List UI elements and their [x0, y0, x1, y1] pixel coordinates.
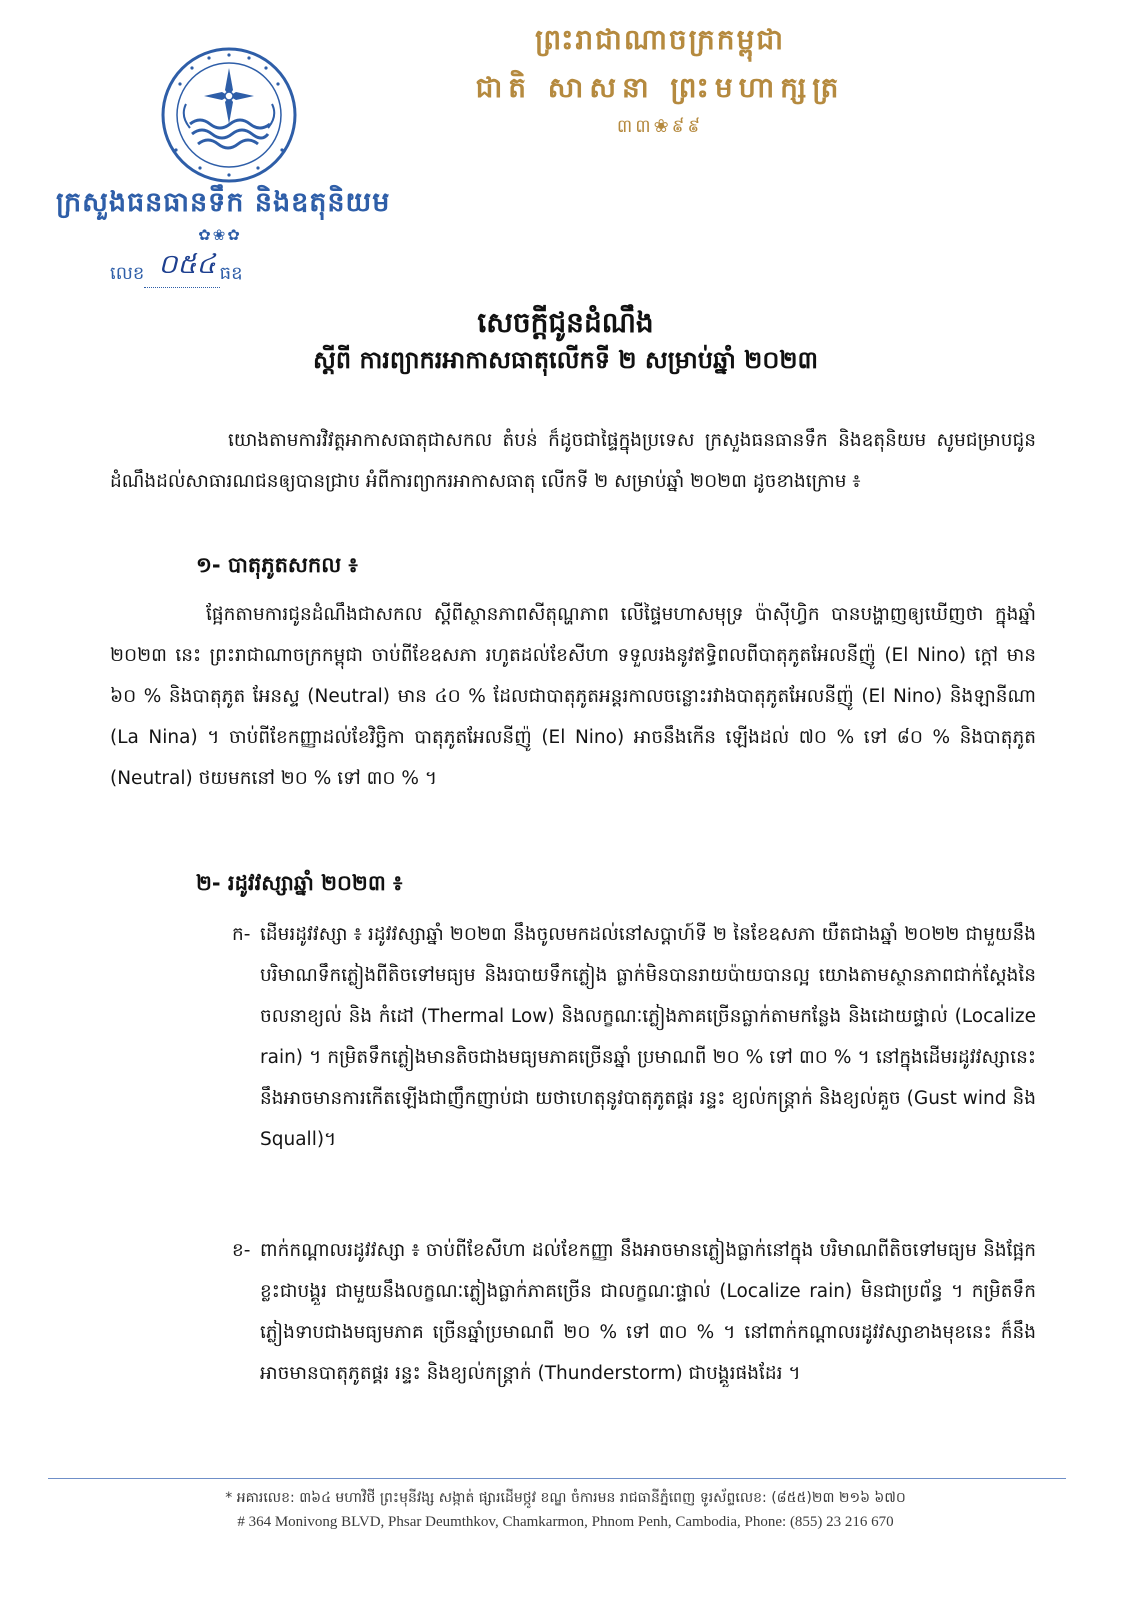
item-marker: ក- [232, 924, 251, 945]
section-2-heading: ២- រដូវវស្សាឆ្នាំ ២០២៣ ៖ [196, 871, 403, 895]
document-subtitle: ស្ដីពី ការព្យាករអាកាសធាតុលើកទី ២ សម្រាប់ឆ្នាំ ២០២៣ [313, 346, 818, 374]
ministry-seal-logo [160, 46, 298, 184]
kingdom-title: ព្រះរាជាណាចក្រកម្ពុជា [534, 23, 785, 56]
ministry-ornament: ✿❀✿ [198, 226, 242, 244]
document-number-suffix: ធឧ [219, 263, 243, 284]
document-number-handwritten: ០៥៤ [144, 248, 219, 288]
footer-address-khmer: * អគារលេខ: ៣៦៤ មហាវិថី ព្រះមុនីវង្ស សង្កាត់ ផ្សារដើមថ្កូវ ខណ្ឌ ចំការមន រាជធានីភ្នំពេញ ទូរស័ព្ទលេខ: (៨៥៥)២៣ ២១៦ ៦៧០ [225, 1490, 906, 1506]
section-2-item-a [232, 914, 1036, 1160]
document-title: សេចក្ដីជូនដំណឹង [477, 306, 654, 339]
section-2-item-b [232, 1230, 1036, 1394]
intro-paragraph: យោងតាមការវិវត្តអាកាសធាតុជាសកល តំបន់ ក៏ដូចជាផ្ទៃក្នុងប្រទេស ក្រសួងធនធានទឹក និងឧតុនិយម សូមជម្រាបជូនដំណឹងដល់សាធារណជនឲ្យបានជ្រាប អំពីការព្យាករអាកាសធាតុ លើកទី ២ សម្រាប់ឆ្នាំ ២០២៣ ដូចខាងក្រោម ៖ [110, 430, 1036, 492]
item-marker: ខ- [232, 1240, 251, 1261]
document-number-label: លេខ [110, 263, 145, 284]
item-body: ដើមរដូវវស្សា ៖ រដូវវស្សាឆ្នាំ ២០២៣ នឹងចូលមកដល់នៅសប្ដាហ៍ទី ២ នៃខែឧសភា យឺតជាងឆ្នាំ ២០២២ ជាមួយនឹងបរិមាណទឹកភ្លៀងពីតិចទៅមធ្យម និងរបាយទឹកភ្លៀង ធ្លាក់មិនបានរាយប៉ាយបានល្អ យោងតាមស្ថានភាពជាក់ស្ដែងនៃចលនាខ្យល់ និង កំដៅ (Thermal Low) និងលក្ខណៈភ្លៀងភាគច្រើនធ្លាក់តាមកន្លែង និងដោយផ្ទាល់ (Localize rain) ។ កម្រិតទឹកភ្លៀងមានតិចជាងមធ្យមភាគច្រើនឆ្នាំ ប្រមាណពី ២០ % ទៅ ៣០ % ។ នៅក្នុងដើមរដូវវស្សានេះ នឹងអាចមានការកើតឡើងជាញឹកញាប់ជា យថាហេតុនូវបាតុភូតផ្គរ រន្ទះ ខ្យល់កន្ត្រាក់ និងខ្យល់គួច (Gust wind និង Squall)។ [260, 924, 1036, 1150]
section-1-paragraph: ផ្អែកតាមការជូនដំណឹងជាសកល ស្ដីពីស្ថានភាពសីតុណ្ហភាព លើផ្ទៃមហាសមុទ្រ ប៉ាស៊ីហ្វិក បានបង្ហាញឲ្យឃើញថា ក្នុងឆ្នាំ ២០២៣ នេះ ព្រះរាជាណាចក្រកម្ពុជា ចាប់ពីខែឧសភា រហូតដល់ខែសីហា ទទួលរងនូវឥទ្ធិពលពីបាតុភូតអែលនីញ៉ូ (El Nino) ក្ដៅ មាន ៦០ % និងបាតុភូត អែនស្ទ (Neutral) មាន ៤០ % ដែលជាបាតុភូតអន្តរកាលចន្លោះរវាងបាតុភូតអែលនីញ៉ូ (El Nino) និងឡានីណា (La Nina) ។ ចាប់ពីខែកញ្ញាដល់ខែវិច្ឆិកា បាតុភូតអែលនីញ៉ូ (El Nino) អាចនឹងកើន ឡើងដល់ ៧០ % ទៅ ៨០ % និងបាតុភូត (Neutral) ថយមកនៅ ២០ % ទៅ ៣០ % ។ [110, 604, 1036, 789]
kingdom-motto: ជាតិ សាសនា ព្រះមហាក្សត្រ [475, 71, 845, 104]
footer-address-latin: # 364 Monivong BLVD, Phsar Deumthkov, Chamkarmon, Phnom Penh, Cambodia, Phone: (855) 23 216 670 [237, 1514, 894, 1530]
section-1-heading: ១- បាតុភូតសកល ៖ [196, 553, 358, 577]
kingdom-ornament: ៣៣❀៩៩ [616, 116, 704, 137]
footer-divider [48, 1478, 1066, 1479]
document-number [110, 250, 243, 288]
ministry-name: ក្រសួងធនធានទឹក និងឧតុនិយម [56, 187, 391, 218]
item-body: ពាក់កណ្ដាលរដូវវស្សា ៖ ចាប់ពីខែសីហា ដល់ខែកញ្ញា នឹងអាចមានភ្លៀងធ្លាក់នៅក្នុង បរិមាណពីតិចទៅមធ្យម និងផ្អែកខ្លះជាបង្គួរ ជាមួយនឹងលក្ខណៈភ្លៀងធ្លាក់ភាគច្រើន ជាលក្ខណៈផ្ទាល់ (Localize rain) មិនជាប្រព័ន្ធ ។ កម្រិតទឹកភ្លៀងទាបជាងមធ្យមភាគ ច្រើនឆ្នាំប្រមាណពី ២០ % ទៅ ៣០ % ។ នៅពាក់កណ្ដាលរដូវវស្សាខាងមុខនេះ ក៏នឹងអាចមានបាតុភូតផ្គរ រន្ទះ និងខ្យល់កន្ត្រាក់ (Thunderstorm) ជាបង្គួរផងដែរ ។ [260, 1240, 1036, 1384]
